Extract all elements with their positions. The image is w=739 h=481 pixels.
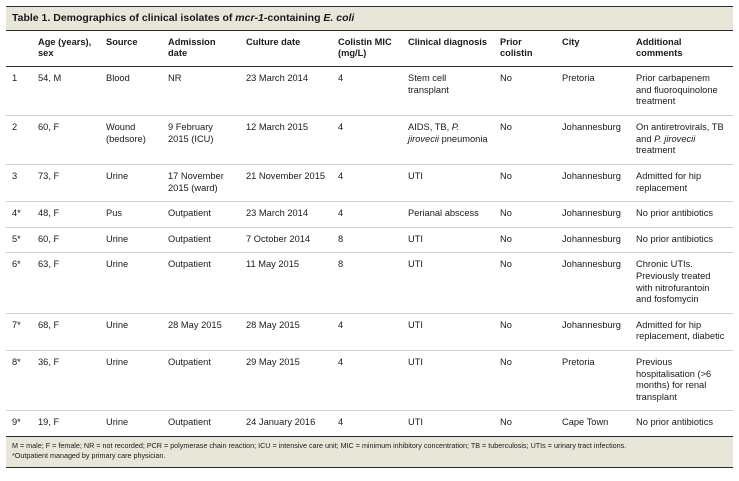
cell-culture-date: 23 March 2014 — [240, 202, 332, 228]
cell-age-sex: 36, F — [32, 351, 100, 411]
table-body — [6, 67, 733, 437]
cell-admission-date: 9 February 2015 (ICU) — [162, 116, 240, 165]
cell-number: 3 — [6, 164, 32, 201]
diagnosis-text-pre: AIDS, TB, — [408, 122, 452, 133]
cell-number: 8* — [6, 351, 32, 411]
cell-culture-date: 29 May 2015 — [240, 351, 332, 411]
cell-diagnosis: UTI — [402, 164, 494, 201]
column-header-colistin-mic: Colistin MIC (mg/L) — [332, 31, 402, 67]
cell-admission-date: Outpatient — [162, 253, 240, 313]
cell-comments: Admitted for hip replacement — [630, 164, 733, 201]
cell-age-sex: 73, F — [32, 164, 100, 201]
cell-number: 6* — [6, 253, 32, 313]
cell-prior-colistin: No — [494, 227, 556, 253]
cell-city: Johannesburg — [556, 164, 630, 201]
cell-diagnosis: UTI — [402, 253, 494, 313]
table-header — [6, 31, 733, 67]
column-header-city: City — [556, 31, 630, 67]
diagnosis-organism: P. jirovecii — [408, 122, 460, 144]
cell-diagnosis: Perianal abscess — [402, 202, 494, 228]
cell-culture-date: 11 May 2015 — [240, 253, 332, 313]
cell-number: 9* — [6, 411, 32, 437]
cell-prior-colistin: No — [494, 313, 556, 350]
cell-city: Johannesburg — [556, 227, 630, 253]
cell-admission-date: Outpatient — [162, 351, 240, 411]
comments-text-post: treatment — [636, 145, 676, 156]
cell-mic: 8 — [332, 227, 402, 253]
cell-culture-date: 24 January 2016 — [240, 411, 332, 437]
cell-admission-date: Outpatient — [162, 227, 240, 253]
cell-comments: Admitted for hip replacement, diabetic — [630, 313, 733, 350]
cell-city: Johannesburg — [556, 313, 630, 350]
caption-organism: E. coli — [323, 12, 355, 24]
comments-text-pre: On antiretrovirals, TB and — [636, 122, 724, 144]
cell-source: Urine — [100, 164, 162, 201]
cell-city: Pretoria — [556, 351, 630, 411]
caption-gene-name: mcr-1 — [235, 12, 264, 24]
cell-diagnosis: UTI — [402, 411, 494, 437]
cell-comments — [630, 116, 733, 165]
cell-source: Wound (bedsore) — [100, 116, 162, 165]
table-row — [6, 227, 733, 253]
column-header-clinical-diagnosis: Clinical diagnosis — [402, 31, 494, 67]
cell-prior-colistin: No — [494, 351, 556, 411]
table-footnotes — [6, 437, 733, 468]
cell-age-sex: 48, F — [32, 202, 100, 228]
cell-diagnosis — [402, 116, 494, 165]
cell-prior-colistin: No — [494, 253, 556, 313]
cell-age-sex: 60, F — [32, 227, 100, 253]
table-row — [6, 351, 733, 411]
cell-admission-date: 17 November 2015 (ward) — [162, 164, 240, 201]
cell-source: Pus — [100, 202, 162, 228]
column-header-source: Source — [100, 31, 162, 67]
cell-mic: 4 — [332, 313, 402, 350]
cell-age-sex: 19, F — [32, 411, 100, 437]
cell-mic: 8 — [332, 253, 402, 313]
cell-age-sex: 60, F — [32, 116, 100, 165]
cell-city: Johannesburg — [556, 253, 630, 313]
cell-prior-colistin: No — [494, 164, 556, 201]
comments-organism: P. jirovecii — [654, 133, 696, 144]
cell-comments: Prior carbapenem and fluoroquinolone treatment — [630, 67, 733, 116]
cell-mic: 4 — [332, 202, 402, 228]
cell-number: 1 — [6, 67, 32, 116]
cell-culture-date: 7 October 2014 — [240, 227, 332, 253]
cell-mic: 4 — [332, 411, 402, 437]
cell-comments: No prior antibiotics — [630, 202, 733, 228]
cell-city: Johannesburg — [556, 116, 630, 165]
column-header-number — [6, 31, 32, 67]
cell-admission-date: 28 May 2015 — [162, 313, 240, 350]
table-row — [6, 67, 733, 116]
cell-mic: 4 — [332, 164, 402, 201]
cell-comments: Previous hospitalisation (>6 months) for renal transplant — [630, 351, 733, 411]
column-header-prior-colistin: Prior colistin — [494, 31, 556, 67]
table-row — [6, 164, 733, 201]
cell-number: 7* — [6, 313, 32, 350]
table-row — [6, 253, 733, 313]
cell-diagnosis: Stem cell transplant — [402, 67, 494, 116]
cell-admission-date: NR — [162, 67, 240, 116]
cell-culture-date: 28 May 2015 — [240, 313, 332, 350]
cell-number: 5* — [6, 227, 32, 253]
cell-age-sex: 63, F — [32, 253, 100, 313]
cell-age-sex: 68, F — [32, 313, 100, 350]
cell-culture-date: 12 March 2015 — [240, 116, 332, 165]
cell-comments: No prior antibiotics — [630, 411, 733, 437]
cell-culture-date: 21 November 2015 — [240, 164, 332, 201]
demographics-table — [6, 31, 733, 437]
cell-number: 2 — [6, 116, 32, 165]
cell-source: Urine — [100, 351, 162, 411]
cell-source: Blood — [100, 67, 162, 116]
cell-diagnosis: UTI — [402, 313, 494, 350]
header-row — [6, 31, 733, 67]
cell-diagnosis: UTI — [402, 351, 494, 411]
cell-source: Urine — [100, 313, 162, 350]
cell-prior-colistin: No — [494, 202, 556, 228]
column-header-age-sex: Age (years), sex — [32, 31, 100, 67]
cell-prior-colistin: No — [494, 67, 556, 116]
table-container — [6, 6, 733, 468]
column-header-admission-date: Admission date — [162, 31, 240, 67]
cell-mic: 4 — [332, 67, 402, 116]
cell-age-sex: 54, M — [32, 67, 100, 116]
cell-number: 4* — [6, 202, 32, 228]
column-header-culture-date: Culture date — [240, 31, 332, 67]
cell-city: Pretoria — [556, 67, 630, 116]
column-header-additional-comments: Additional comments — [630, 31, 733, 67]
cell-source: Urine — [100, 411, 162, 437]
cell-mic: 4 — [332, 116, 402, 165]
table-caption — [6, 6, 733, 31]
cell-culture-date: 23 March 2014 — [240, 67, 332, 116]
cell-comments: Chronic UTIs. Previously treated with nitrofurantoin and fosfomycin — [630, 253, 733, 313]
cell-city: Cape Town — [556, 411, 630, 437]
cell-admission-date: Outpatient — [162, 202, 240, 228]
cell-comments: No prior antibiotics — [630, 227, 733, 253]
cell-source: Urine — [100, 227, 162, 253]
table-row — [6, 313, 733, 350]
cell-admission-date: Outpatient — [162, 411, 240, 437]
cell-prior-colistin: No — [494, 411, 556, 437]
footnote-abbreviations: M = male; F = female; NR = not recorded; PCR = polymerase chain reaction; ICU = intensive care unit; MIC = minimum inhibitory concentration; TB = tuberculosis; UTIs = urinary tract infections. — [12, 441, 627, 451]
caption-prefix: Table 1. Demographics of clinical isolates of — [12, 12, 236, 24]
cell-source: Urine — [100, 253, 162, 313]
diagnosis-text-post: pneumonia — [439, 133, 488, 144]
table-row — [6, 116, 733, 165]
cell-mic: 4 — [332, 351, 402, 411]
footnote-asterisk: *Outpatient managed by primary care physician. — [12, 451, 166, 461]
table-row — [6, 202, 733, 228]
cell-prior-colistin: No — [494, 116, 556, 165]
table-row — [6, 411, 733, 437]
caption-middle: -containing — [263, 12, 324, 24]
cell-city: Johannesburg — [556, 202, 630, 228]
cell-diagnosis: UTI — [402, 227, 494, 253]
